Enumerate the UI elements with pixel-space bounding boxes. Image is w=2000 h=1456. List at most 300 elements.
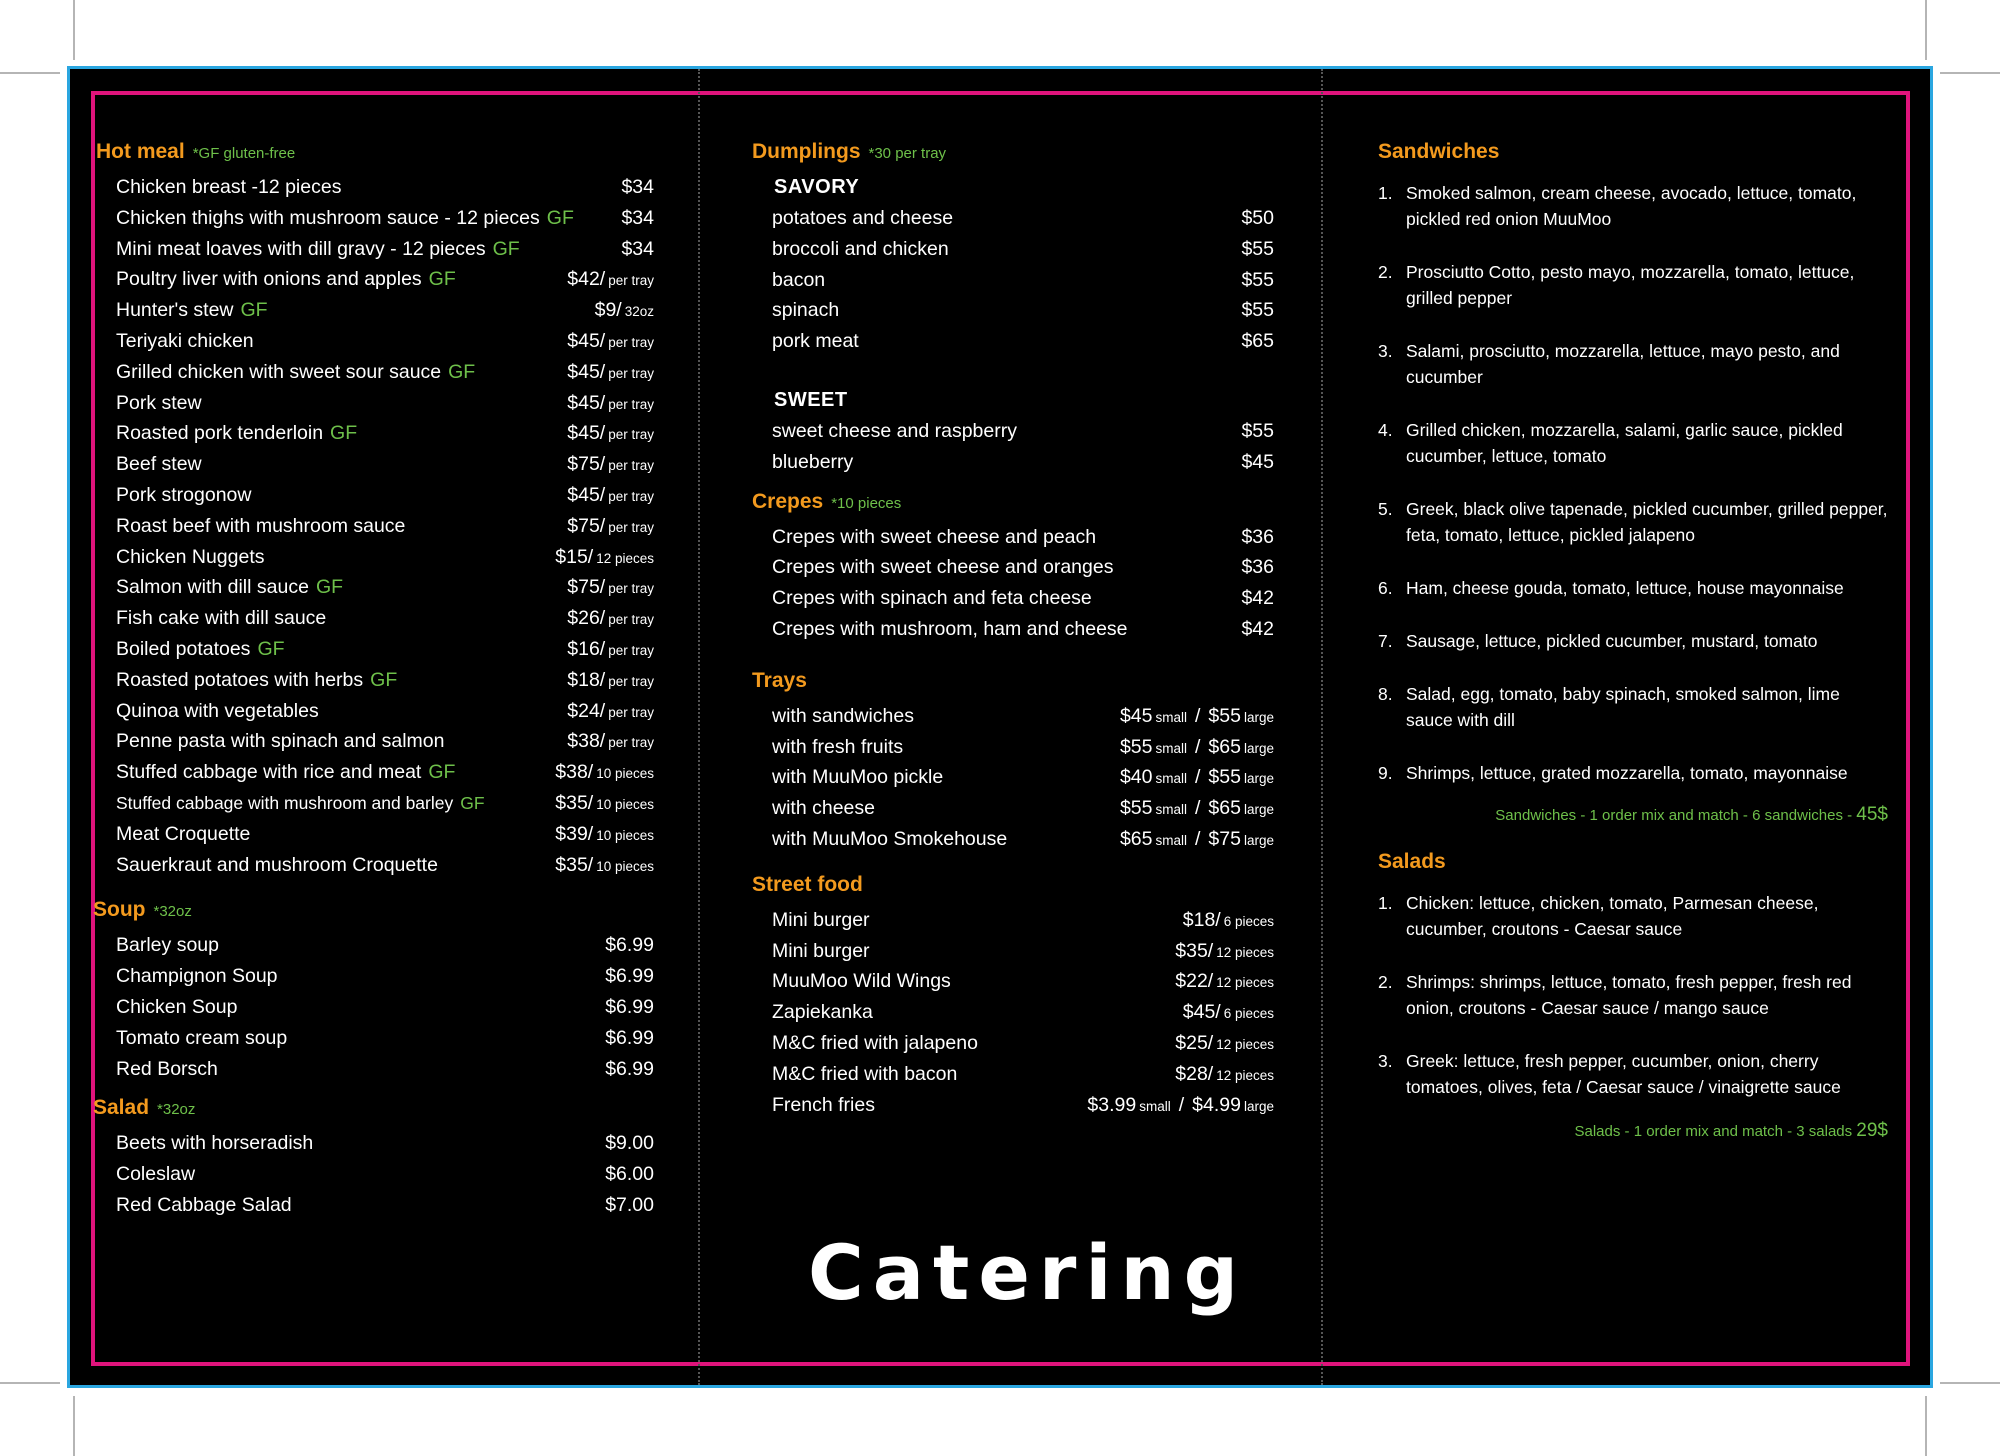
menu-item <box>96 330 654 361</box>
size-label: small <box>1155 771 1187 787</box>
price-unit: per tray <box>608 427 654 443</box>
section-salads <box>1378 850 1888 886</box>
item-price <box>567 453 654 476</box>
size-label: large <box>1243 832 1274 848</box>
item-name: spinach <box>772 299 840 322</box>
item-price <box>605 965 654 988</box>
item-name: M&C fried with bacon <box>772 1062 958 1085</box>
item-price <box>605 1058 654 1081</box>
size-label: small <box>1155 802 1187 818</box>
item-label <box>116 854 438 877</box>
menu-item <box>752 940 1274 971</box>
sweet-list <box>752 420 1274 482</box>
item-price <box>595 299 654 322</box>
item-name: broccoli and chicken <box>772 237 949 260</box>
item-number: 3. <box>1378 1051 1393 1071</box>
item-text: Greek: lettuce, fresh pepper, cucumber, onion, cherry tomatoes, olives, feta / Caesar sauce / vinaigrette sauce <box>1406 1051 1841 1097</box>
price-value: $15/ <box>555 545 594 568</box>
menu-item <box>752 828 1274 859</box>
section-note: *32oz <box>153 903 192 921</box>
menu-item <box>752 330 1274 361</box>
size-label: large <box>1243 802 1274 818</box>
menu-item <box>752 766 1274 797</box>
menu-item <box>96 1163 654 1194</box>
item-label <box>772 420 1017 443</box>
item-number: 1. <box>1378 183 1393 203</box>
fold-line <box>698 69 700 1385</box>
item-price <box>567 730 654 753</box>
menu-item <box>96 792 654 823</box>
item-number: 2. <box>1378 262 1393 282</box>
size-label: large <box>1243 740 1274 756</box>
item-name: Pork stew <box>116 391 202 414</box>
section-salad <box>93 1096 654 1132</box>
item-name: Pork strogonow <box>116 483 252 506</box>
item-price <box>1241 420 1274 443</box>
item-price <box>1120 736 1274 759</box>
item-label <box>772 207 953 230</box>
section-street-food <box>752 873 1274 909</box>
item-label <box>116 453 202 476</box>
price-value: $45/ <box>567 329 606 352</box>
item-name: with fresh fruits <box>772 735 904 758</box>
item-name: Chicken Nuggets <box>116 545 265 568</box>
price-unit: per tray <box>608 612 654 628</box>
price-unit: per tray <box>608 334 654 350</box>
section-note: *32oz <box>157 1101 196 1119</box>
price-value: $75/ <box>567 576 606 599</box>
item-price <box>605 996 654 1019</box>
gf-tag: GF <box>492 237 520 260</box>
price-small: $55 <box>1119 735 1153 758</box>
section-crepes <box>752 490 1274 526</box>
section-dumplings <box>752 140 1274 176</box>
price-value: $35/ <box>555 853 594 876</box>
item-price <box>1120 828 1274 851</box>
column-right <box>1378 140 1888 1142</box>
price-value: $26/ <box>567 607 606 630</box>
item-label <box>116 422 357 445</box>
menu-item <box>96 761 654 792</box>
item-price <box>605 1163 654 1186</box>
item-name: Quinoa with vegetables <box>116 699 319 722</box>
soup-list <box>96 934 654 1088</box>
price-value: $6.00 <box>605 1163 654 1186</box>
price-value: $36 <box>1241 525 1274 548</box>
item-text: Ham, cheese gouda, tomato, lettuce, house mayonnaise <box>1406 578 1844 598</box>
item-name: Roasted potatoes with herbs <box>116 668 364 691</box>
price-unit: 6 pieces <box>1223 913 1274 929</box>
salads-list <box>1378 890 1888 1100</box>
menu-item <box>752 1094 1274 1125</box>
price-unit: per tray <box>608 396 654 412</box>
item-name: MuuMoo Wild Wings <box>772 970 951 993</box>
item-name: with cheese <box>772 797 875 820</box>
separator: / <box>1195 704 1201 727</box>
price-value: $42/ <box>567 268 606 291</box>
item-name: Hunter's stew <box>116 299 234 322</box>
size-label: small <box>1155 832 1187 848</box>
item-name: Mini meat loaves with dill gravy - 12 pieces <box>116 237 486 260</box>
menu-item <box>752 269 1274 300</box>
item-name: Grilled chicken with sweet sour sauce <box>116 360 442 383</box>
price-value: $6.99 <box>605 1026 654 1049</box>
price-value: $39/ <box>555 822 594 845</box>
item-name: Crepes with mushroom, ham and cheese <box>772 617 1128 640</box>
item-name: Chicken Soup <box>116 995 238 1018</box>
savory-list <box>752 207 1274 361</box>
item-price <box>1241 526 1274 549</box>
menu-item <box>96 996 654 1027</box>
item-label <box>116 176 341 199</box>
price-unit: per tray <box>608 673 654 689</box>
price-unit: 10 pieces <box>596 858 654 874</box>
savory-label: SAVORY <box>774 176 860 198</box>
menu-item <box>96 669 654 700</box>
item-price <box>621 176 654 199</box>
menu-item <box>96 965 654 996</box>
menu-item <box>96 1058 654 1089</box>
item-price <box>567 422 654 445</box>
menu-item <box>96 238 654 269</box>
section-trays <box>752 669 1274 705</box>
menu-item <box>96 576 654 607</box>
list-item <box>1378 259 1888 311</box>
price-value: $34 <box>621 176 654 198</box>
price-value: $16/ <box>567 637 606 660</box>
item-text: Grilled chicken, mozzarella, salami, garlic sauce, pickled cucumber, lettuce, tomato <box>1406 420 1843 466</box>
list-item <box>1378 890 1888 942</box>
price-value: $45/ <box>1182 1001 1221 1024</box>
fold-line <box>1321 69 1323 1385</box>
item-name: Penne pasta with spinach and salmon <box>116 730 445 753</box>
gf-tag: GF <box>370 668 398 691</box>
price-value: $36 <box>1241 556 1274 579</box>
price-value: $55 <box>1241 268 1274 291</box>
price-value: $9.00 <box>605 1132 654 1155</box>
trays-list <box>752 705 1274 859</box>
section-title: Dumplings <box>752 140 861 163</box>
item-name: Chicken thighs with mushroom sauce - 12 pieces <box>116 206 540 229</box>
menu-item <box>96 176 654 207</box>
item-text: Salami, prosciutto, mozzarella, lettuce, mayo pesto, and cucumber <box>1406 341 1840 387</box>
menu-item <box>96 515 654 546</box>
section-sandwiches <box>1378 140 1888 176</box>
item-text: Shrimps, lettuce, grated mozzarella, tomato, mayonnaise <box>1406 763 1848 783</box>
price-unit: 12 pieces <box>596 550 654 566</box>
crop-mark <box>1940 72 2000 74</box>
menu-item <box>752 618 1274 649</box>
price-value: $45/ <box>567 422 606 445</box>
list-item <box>1378 575 1888 601</box>
price-value: $28/ <box>1175 1062 1214 1085</box>
item-price <box>1175 940 1274 963</box>
item-price <box>567 392 654 415</box>
price-large: $75 <box>1208 827 1241 850</box>
item-label <box>116 515 405 538</box>
price-value: $50 <box>1241 207 1274 229</box>
price-value: $6.99 <box>605 1057 654 1080</box>
item-name: Mini burger <box>772 939 870 962</box>
price-large: $65 <box>1208 797 1241 820</box>
item-label <box>116 207 574 230</box>
list-item <box>1378 628 1888 654</box>
item-label <box>116 793 485 814</box>
menu-item <box>96 730 654 761</box>
item-name: blueberry <box>772 450 854 473</box>
menu-item <box>96 299 654 330</box>
item-number: 9. <box>1378 763 1393 783</box>
item-name: Boiled potatoes <box>116 637 251 660</box>
item-text: Smoked salmon, cream cheese, avocado, lettuce, tomato, pickled red onion MuuMoo <box>1406 183 1857 229</box>
list-item <box>1378 969 1888 1021</box>
price-value: $18/ <box>567 668 606 691</box>
item-price <box>567 268 654 291</box>
menu-item <box>96 934 654 965</box>
crepes-list <box>752 526 1274 649</box>
menu-item <box>96 361 654 392</box>
item-label <box>116 392 202 415</box>
item-name: Champignon Soup <box>116 965 278 988</box>
price-value: $55 <box>1241 419 1274 442</box>
section-title: Crepes <box>752 489 824 513</box>
crop-mark <box>0 1382 60 1384</box>
item-price <box>1120 705 1274 728</box>
crop-mark <box>1925 1396 1927 1456</box>
item-name: Barley soup <box>116 934 219 957</box>
menu-item <box>96 1194 654 1225</box>
item-name: Roast beef with mushroom sauce <box>116 514 406 537</box>
gf-tag: GF <box>460 792 485 813</box>
item-price <box>567 669 654 692</box>
item-text: Salad, egg, tomato, baby spinach, smoked salmon, lime sauce with dill <box>1406 684 1840 730</box>
crop-mark <box>73 1396 75 1456</box>
sandwich-summary: Sandwiches - 1 order mix and match - 6 sandwiches - 45$ <box>1495 804 1888 825</box>
menu-item <box>752 705 1274 736</box>
item-price <box>1241 269 1274 292</box>
price-value: $45/ <box>567 360 606 383</box>
menu-item <box>96 1027 654 1058</box>
price-unit: 10 pieces <box>596 827 654 843</box>
item-label <box>772 451 853 474</box>
gf-tag: GF <box>428 761 456 784</box>
price-value: $38/ <box>555 761 594 784</box>
item-label <box>772 970 951 993</box>
item-label <box>116 638 285 661</box>
item-name: Fish cake with dill sauce <box>116 607 327 630</box>
price-value: $34 <box>621 237 654 260</box>
item-price <box>621 238 654 261</box>
section-note: *30 per tray <box>868 145 947 162</box>
item-label <box>772 1001 873 1024</box>
item-label <box>116 546 265 569</box>
menu-item <box>96 484 654 515</box>
menu-item <box>96 700 654 731</box>
item-price <box>555 792 654 815</box>
item-name: with MuuMoo Smokehouse <box>772 827 1008 850</box>
gf-tag: GF <box>546 206 574 229</box>
price-unit: per tray <box>608 365 654 381</box>
item-name: Stuffed cabbage with rice and meat <box>116 761 422 784</box>
sweet-label: SWEET <box>774 388 848 411</box>
item-name: Coleslaw <box>116 1163 196 1186</box>
item-price <box>567 700 654 723</box>
price-small: $55 <box>1119 797 1153 820</box>
item-label <box>116 700 319 723</box>
item-label <box>116 268 456 291</box>
item-name: potatoes and cheese <box>772 207 954 229</box>
item-label <box>772 587 1092 610</box>
item-label <box>772 330 859 353</box>
price-unit: 10 pieces <box>596 796 654 812</box>
list-item <box>1378 760 1888 786</box>
item-name: M&C fried with jalapeno <box>772 1031 978 1054</box>
street-food-list <box>752 909 1274 1094</box>
item-price <box>1241 587 1274 610</box>
separator: / <box>1195 797 1201 820</box>
item-price <box>567 330 654 353</box>
sandwich-list <box>1378 180 1888 786</box>
menu-item <box>752 556 1274 587</box>
crop-mark <box>1940 1382 2000 1384</box>
menu-item <box>96 422 654 453</box>
item-price <box>1120 797 1274 820</box>
price-large: $55 <box>1208 766 1241 789</box>
item-name: Meat Croquette <box>116 822 251 845</box>
item-label <box>116 1058 218 1081</box>
item-name: Poultry liver with onions and apples <box>116 268 422 291</box>
section-note: *10 pieces <box>831 494 902 512</box>
item-label <box>772 299 839 322</box>
item-name: Roasted pork tenderloin <box>116 422 324 445</box>
crop-mark <box>0 72 60 74</box>
item-name: Tomato cream soup <box>116 1026 288 1049</box>
price-unit: per tray <box>608 704 654 720</box>
item-number: 8. <box>1378 684 1393 704</box>
item-name: Stuffed cabbage with mushroom and barley <box>116 792 454 813</box>
item-name: pork meat <box>772 330 859 353</box>
item-label <box>116 576 343 599</box>
menu-item <box>752 797 1274 828</box>
price-unit: 10 pieces <box>596 766 654 782</box>
price-unit: 12 pieces <box>1216 975 1274 991</box>
item-name: Red Cabbage Salad <box>116 1193 292 1216</box>
item-name: sweet cheese and raspberry <box>772 419 1017 442</box>
item-name: Chicken breast -12 pieces <box>116 176 342 198</box>
menu-item <box>752 587 1274 618</box>
item-text: Chicken: lettuce, chicken, tomato, Parmesan cheese, cucumber, croutons - Caesar sauce <box>1406 893 1819 939</box>
item-label <box>116 934 219 957</box>
item-price <box>1175 1032 1274 1055</box>
item-number: 5. <box>1378 499 1393 519</box>
section-title: Sandwiches <box>1378 140 1500 163</box>
price-unit: 12 pieces <box>1216 944 1274 960</box>
item-price <box>1241 238 1274 261</box>
salad-list <box>96 1132 654 1224</box>
item-name: bacon <box>772 268 826 291</box>
item-label <box>116 761 455 784</box>
item-price <box>1241 330 1274 353</box>
price-unit: per tray <box>608 273 654 289</box>
menu-item <box>752 970 1274 1001</box>
item-name: Crepes with spinach and feta cheese <box>772 587 1092 610</box>
item-label <box>772 1032 978 1055</box>
item-label <box>772 238 949 261</box>
gf-tag: GF <box>240 299 268 322</box>
price-value: $45/ <box>567 483 606 506</box>
menu-item <box>96 546 654 577</box>
price-value: $6.99 <box>605 934 654 957</box>
item-name: Zapiekanka <box>772 1001 873 1024</box>
section-hot-meal <box>96 140 654 176</box>
price-unit: 12 pieces <box>1216 1067 1274 1083</box>
section-note: *GF gluten-free <box>192 145 296 162</box>
item-price <box>567 484 654 507</box>
item-number: 6. <box>1378 578 1393 598</box>
item-price <box>605 1132 654 1155</box>
item-price <box>567 638 654 661</box>
price-unit: per tray <box>608 581 654 597</box>
item-price <box>1120 766 1274 789</box>
item-label <box>772 940 870 963</box>
price-small: $40 <box>1119 766 1153 789</box>
item-price <box>1183 1001 1274 1024</box>
item-name: French fries <box>772 1093 875 1116</box>
price-unit: per tray <box>608 458 654 474</box>
item-number: 3. <box>1378 341 1393 361</box>
menu-item <box>752 420 1274 451</box>
crop-mark <box>1925 0 1927 60</box>
item-label <box>116 607 326 630</box>
item-price <box>555 823 654 846</box>
price-unit: per tray <box>608 488 654 504</box>
item-price <box>1175 1063 1274 1086</box>
price-value: $18/ <box>1182 908 1221 931</box>
item-text: Shrimps: shrimps, lettuce, tomato, fresh pepper, fresh red onion, croutons - Caesar sauce / mango sauce <box>1406 972 1852 1018</box>
list-item <box>1378 417 1888 469</box>
item-price <box>1241 299 1274 322</box>
item-price <box>555 854 654 877</box>
item-label <box>116 823 250 846</box>
catering-title: Catering <box>808 1228 1247 1317</box>
price-value: $6.99 <box>605 965 654 988</box>
separator: / <box>1195 766 1201 789</box>
size-label: small <box>1155 740 1187 756</box>
price-unit: 32oz <box>624 304 654 320</box>
item-label <box>772 618 1128 641</box>
item-label <box>772 526 1096 549</box>
separator: / <box>1195 735 1201 758</box>
item-name: Beets with horseradish <box>116 1132 314 1155</box>
crop-mark <box>73 0 75 60</box>
item-name: Mini burger <box>772 908 870 931</box>
gf-tag: GF <box>315 576 344 599</box>
section-title: Street food <box>752 872 863 896</box>
menu-item <box>752 736 1274 767</box>
price-value: $42 <box>1241 617 1274 640</box>
section-title: Salad <box>93 1096 150 1120</box>
item-label <box>116 299 268 322</box>
section-title: Salads <box>1378 850 1446 873</box>
price-unit: per tray <box>608 519 654 535</box>
item-price <box>1241 618 1274 641</box>
price-value: $75/ <box>567 453 606 476</box>
price-value: $35/ <box>1175 939 1214 962</box>
item-label <box>772 269 825 292</box>
price-value: $45 <box>1241 450 1274 473</box>
item-price <box>555 761 654 784</box>
item-price <box>567 607 654 630</box>
